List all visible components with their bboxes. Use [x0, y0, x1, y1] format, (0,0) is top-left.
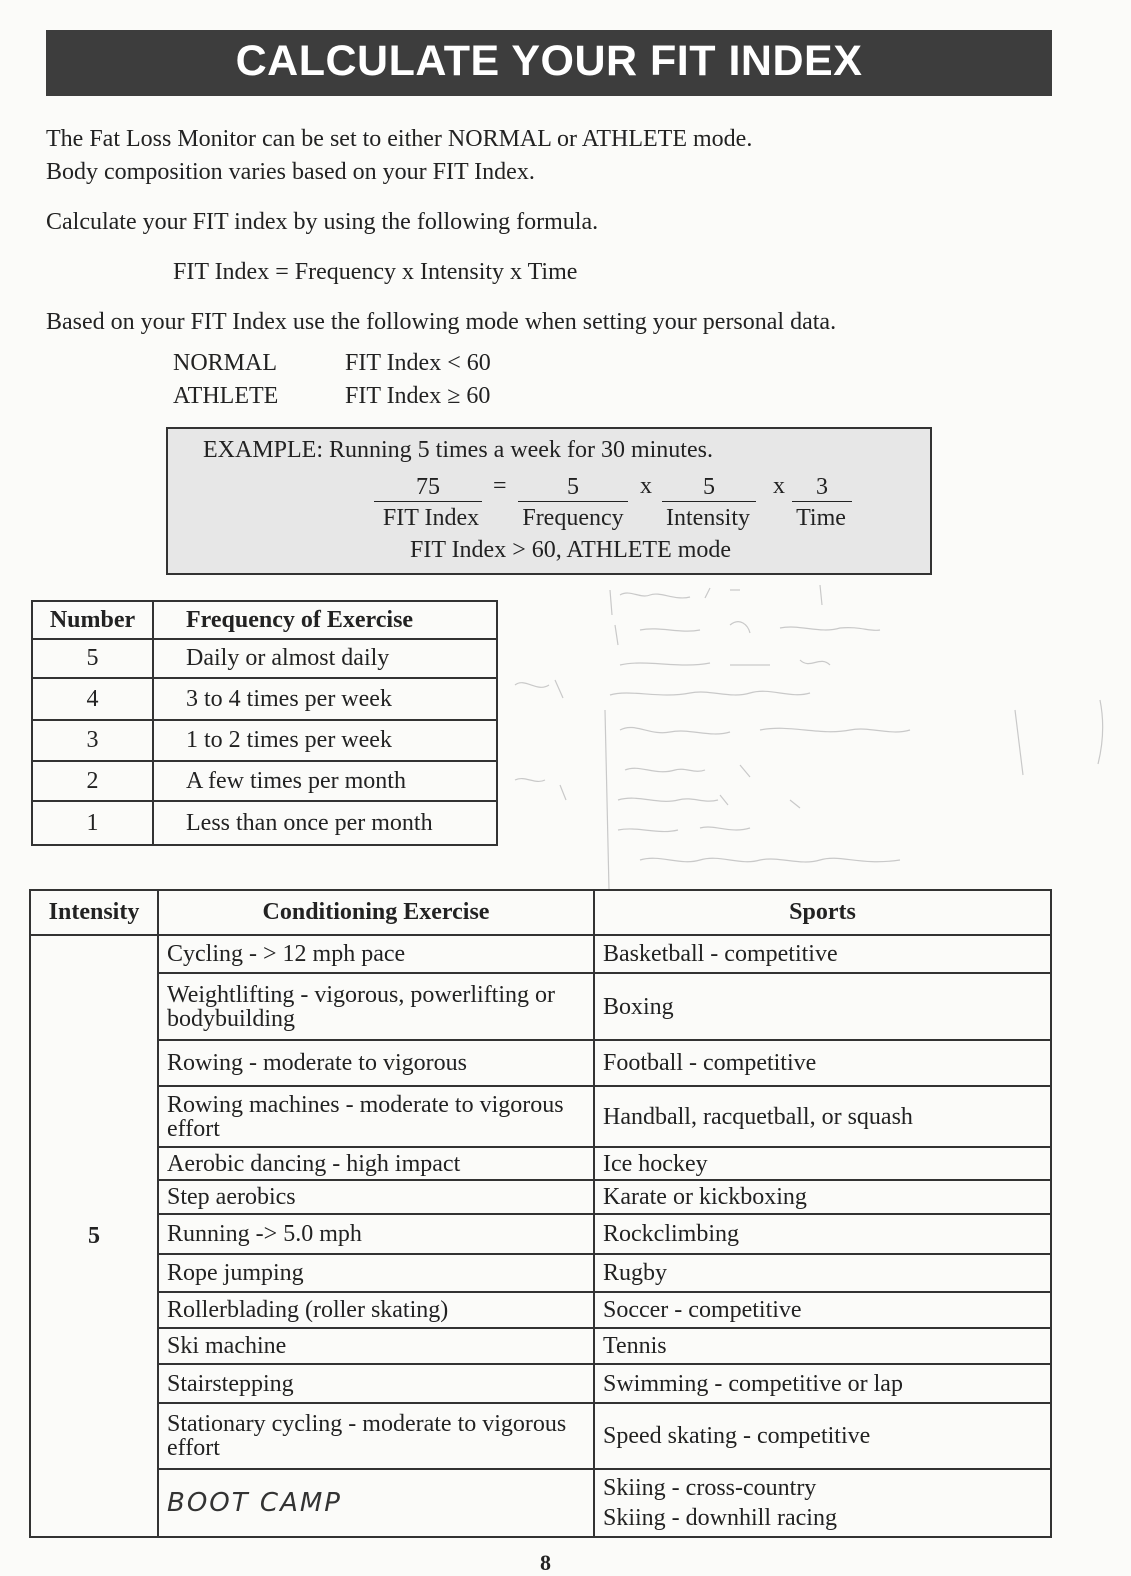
- table-row: [32, 678, 497, 720]
- example-intensity-value: 5: [662, 473, 756, 502]
- pencil-scribble: [500, 580, 1120, 900]
- intensity-value: 5: [30, 935, 158, 1537]
- sport-cell: Speed skating - competitive: [594, 1403, 1051, 1469]
- table-row: [30, 1292, 1051, 1328]
- table-row: [32, 761, 497, 801]
- example-result: FIT Index > 60, ATHLETE mode: [410, 537, 732, 563]
- intro-line-1: The Fat Loss Monitor can be set to either NORMAL or ATHLETE mode.: [46, 126, 753, 152]
- sport-cell: Soccer - competitive: [594, 1292, 1051, 1328]
- table-row: [32, 720, 497, 761]
- frequency-text: 1 to 2 times per week: [153, 720, 497, 761]
- exercise-cell: Ski machine: [158, 1328, 594, 1364]
- mode-athlete-name: ATHLETE: [173, 383, 279, 409]
- intro-line-4: Based on your FIT Index use the following mode when setting your personal data.: [46, 309, 837, 335]
- example-times-1: x: [640, 473, 652, 499]
- exercise-cell: Running -> 5.0 mph: [158, 1214, 594, 1254]
- table-row: [30, 1403, 1051, 1469]
- sport-cell-pair: [594, 1469, 1051, 1537]
- exercise-cell: Aerobic dancing - high impact: [158, 1147, 594, 1180]
- intensity-header: Intensity: [30, 890, 158, 935]
- frequency-text: 3 to 4 times per week: [153, 678, 497, 720]
- sport-cell-b: Skiing - downhill racing: [603, 1505, 837, 1531]
- exercise-cell: Stairstepping: [158, 1364, 594, 1403]
- table-row: [30, 1254, 1051, 1292]
- example-time-value: 3: [792, 473, 852, 502]
- table-row: [30, 1214, 1051, 1254]
- table-row: [30, 1040, 1051, 1086]
- exercise-cell: Stationary cycling - moderate to vigorous effort: [158, 1403, 594, 1469]
- example-times-2: x: [773, 473, 785, 499]
- handwritten-exercise: BOOT CAMP: [158, 1469, 594, 1537]
- sport-cell: Handball, racquetball, or squash: [594, 1086, 1051, 1147]
- exercise-cell: Rowing - moderate to vigorous: [158, 1040, 594, 1086]
- conditioning-header: Conditioning Exercise: [158, 890, 594, 935]
- intro-line-3: Calculate your FIT index by using the following formula.: [46, 209, 599, 235]
- sport-cell: Basketball - competitive: [594, 935, 1051, 973]
- table-row: [30, 1469, 1051, 1537]
- example-frequency-value: 5: [518, 473, 628, 502]
- exercise-cell: Weightlifting - vigorous, powerlifting or bodybuilding: [158, 973, 594, 1040]
- table-row: [30, 1086, 1051, 1147]
- sport-cell: Football - competitive: [594, 1040, 1051, 1086]
- table-row: [32, 639, 497, 678]
- frequency-number: 5: [32, 639, 153, 678]
- sports-header: Sports: [594, 890, 1051, 935]
- example-heading: EXAMPLE: Running 5 times a week for 30 minutes.: [203, 437, 713, 463]
- example-fit-label: FIT Index: [382, 505, 480, 531]
- formula: FIT Index = Frequency x Intensity x Time: [173, 259, 578, 285]
- frequency-number: 1: [32, 801, 153, 845]
- table-row: [32, 801, 497, 845]
- sport-cell-a: Skiing - cross-country: [603, 1475, 817, 1501]
- frequency-header-label: Frequency of Exercise: [153, 601, 497, 639]
- page-title: CALCULATE YOUR FIT INDEX: [46, 30, 1052, 96]
- sport-cell: Swimming - competitive or lap: [594, 1364, 1051, 1403]
- exercise-cell: Rowing machines - moderate to vigorous effort: [158, 1086, 594, 1147]
- intro-line-2: Body composition varies based on your FIT Index.: [46, 159, 535, 185]
- frequency-text: A few times per month: [153, 761, 497, 801]
- sport-cell: Rockclimbing: [594, 1214, 1051, 1254]
- example-time-label: Time: [796, 505, 846, 531]
- mode-normal-rule: FIT Index < 60: [345, 350, 491, 376]
- table-row: [30, 1147, 1051, 1180]
- table-row: [30, 1328, 1051, 1364]
- exercise-cell: Rollerblading (roller skating): [158, 1292, 594, 1328]
- sport-cell: Karate or kickboxing: [594, 1180, 1051, 1214]
- frequency-number: 3: [32, 720, 153, 761]
- frequency-text: Daily or almost daily: [153, 639, 497, 678]
- example-fit-value: 75: [374, 473, 482, 502]
- exercise-cell: Step aerobics: [158, 1180, 594, 1214]
- page-number: 8: [540, 1550, 551, 1575]
- intensity-table: [29, 889, 1052, 1538]
- frequency-number: 4: [32, 678, 153, 720]
- frequency-text: Less than once per month: [153, 801, 497, 845]
- sport-cell: Ice hockey: [594, 1147, 1051, 1180]
- frequency-header-number: Number: [32, 601, 153, 639]
- example-equals: =: [493, 473, 507, 499]
- table-row: [30, 935, 1051, 973]
- table-row: [30, 973, 1051, 1040]
- frequency-number: 2: [32, 761, 153, 801]
- example-intensity-label: Intensity: [666, 505, 750, 531]
- sport-cell: Rugby: [594, 1254, 1051, 1292]
- table-row: [30, 1364, 1051, 1403]
- mode-normal-name: NORMAL: [173, 350, 278, 376]
- exercise-cell: Cycling - > 12 mph pace: [158, 935, 594, 973]
- example-box: [166, 427, 932, 575]
- example-frequency-label: Frequency: [522, 505, 624, 531]
- table-row: [30, 1180, 1051, 1214]
- sport-cell: Tennis: [594, 1328, 1051, 1364]
- frequency-table: [31, 600, 498, 846]
- exercise-cell: Rope jumping: [158, 1254, 594, 1292]
- mode-athlete-rule: FIT Index ≥ 60: [345, 383, 491, 409]
- sport-cell: Boxing: [594, 973, 1051, 1040]
